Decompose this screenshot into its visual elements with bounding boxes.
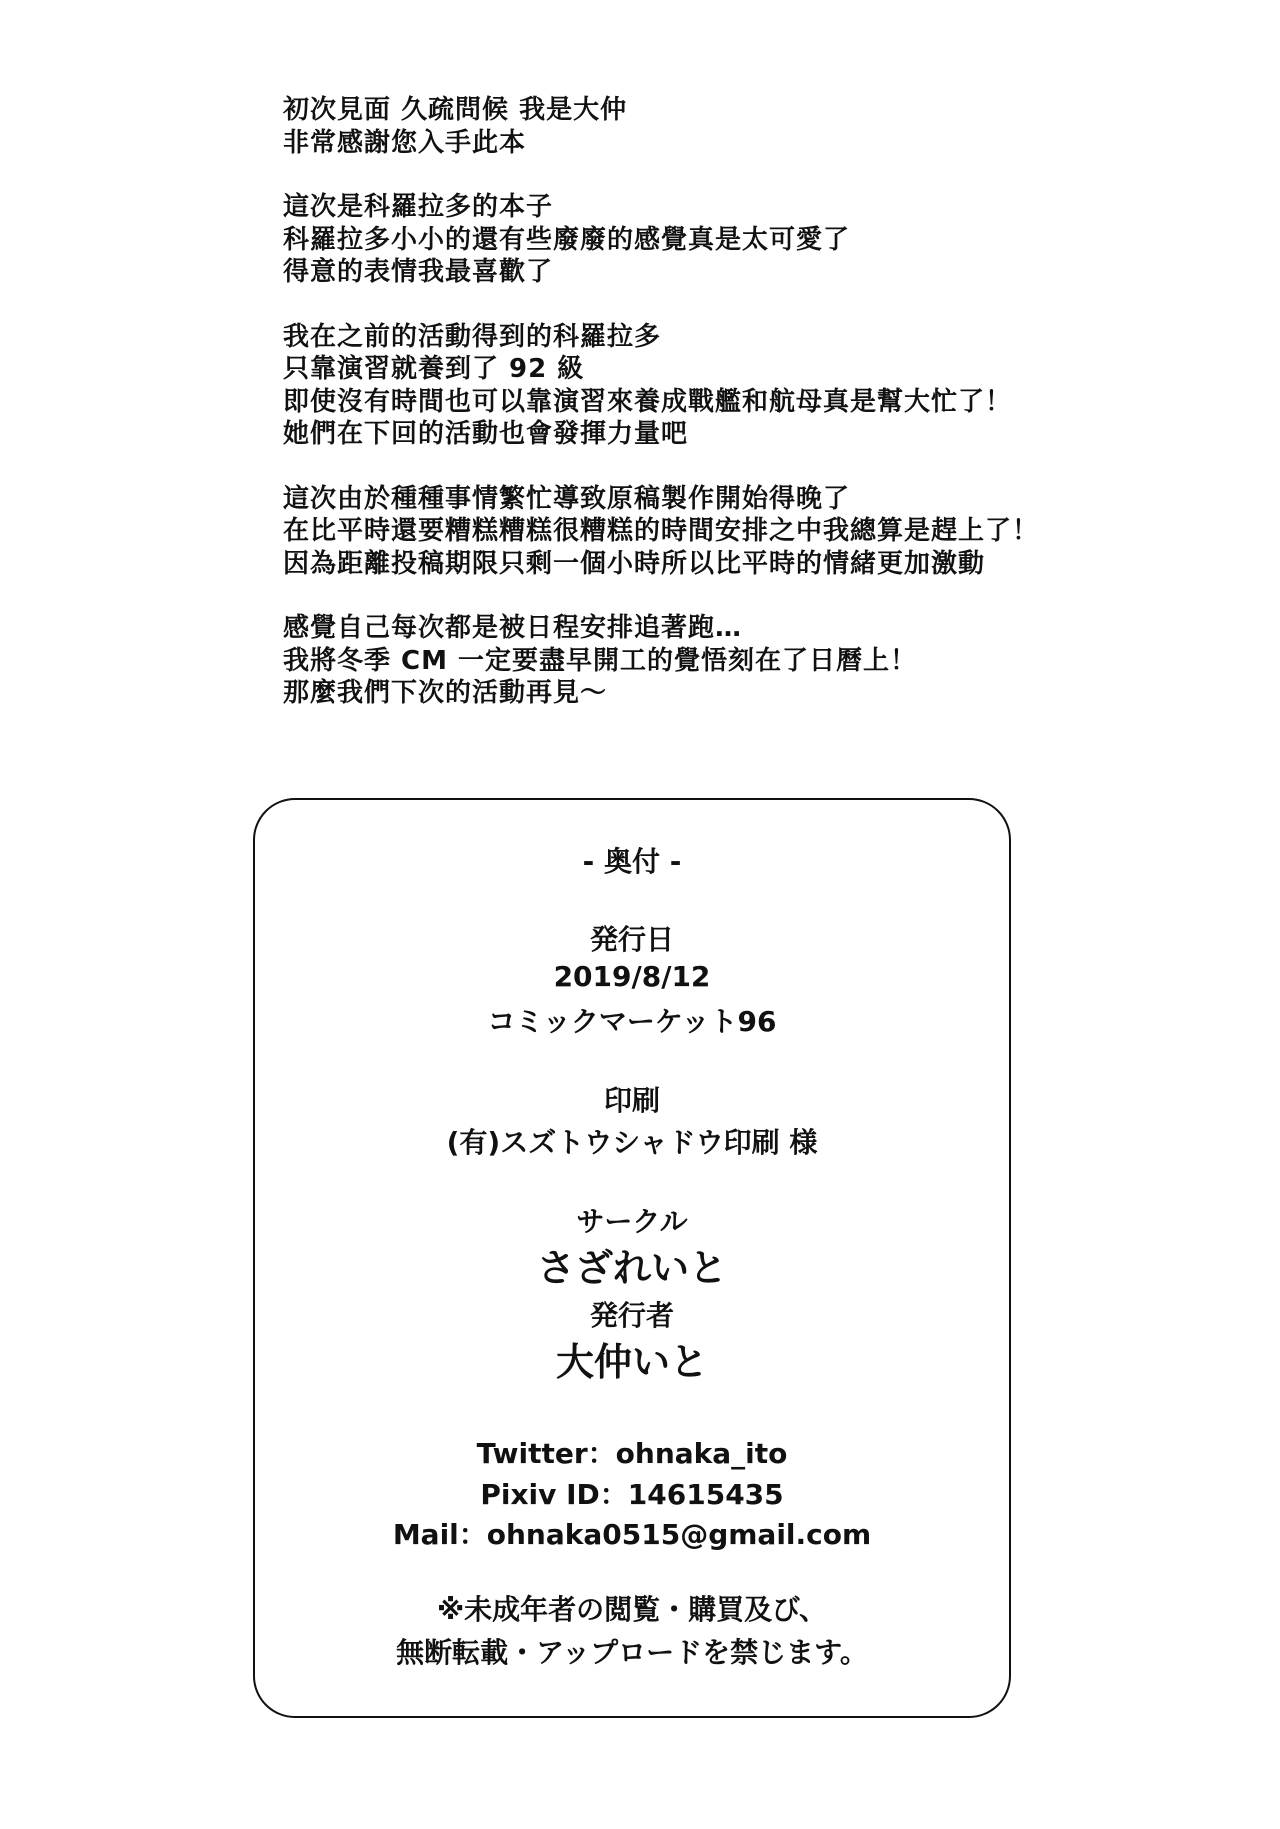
circle-label: サークル	[576, 1205, 688, 1238]
notice-line-2: 無断転載・アップロードを禁じます。	[396, 1636, 868, 1669]
mail-address: Mail：ohnaka0515@gmail.com	[392, 1518, 872, 1551]
afterword-text	[283, 94, 1103, 742]
afterword-line: 即使沒有時間也可以靠演習來養成戰艦和航母真是幫大忙了！	[283, 386, 1013, 417]
release-date: 2019/8/12	[553, 960, 711, 993]
pixiv-id: Pixiv ID：14615435	[480, 1478, 784, 1511]
afterword-line: 只靠演習就養到了 92 級	[283, 354, 585, 384]
afterword-line: 初次見面 久疏問候 我是大仲	[283, 95, 628, 125]
afterword-line: 得意的表情我最喜歡了	[283, 257, 554, 287]
afterword-line: 她們在下回的活動也會發揮力量吧	[283, 419, 689, 449]
colophon-box	[253, 798, 1011, 1718]
afterword-paragraph-1	[283, 94, 1103, 159]
publisher-label: 発行者	[589, 1299, 674, 1332]
afterword-line: 我在之前的活動得到的科羅拉多	[283, 321, 662, 352]
event-name: コミックマーケット96	[487, 1005, 777, 1038]
afterword-paragraph-2	[283, 191, 1103, 289]
afterword-paragraph-5	[283, 612, 1103, 710]
publisher-name: 大仲いと	[555, 1340, 708, 1384]
printing-label: 印刷	[603, 1084, 660, 1117]
afterword-line: 這次由於種種事情繁忙導致原稿製作開始得晚了	[283, 483, 851, 514]
afterword-paragraph-4	[283, 483, 1103, 581]
afterword-line: 因為距離投稿期限只剩一個小時所以比平時的情緒更加激動	[283, 548, 986, 579]
afterword-line: 這次是科羅拉多的本子	[283, 192, 554, 222]
afterword-line: 感覺自己每次都是被日程安排追著跑…	[283, 613, 743, 643]
circle-name: さざれいと	[536, 1246, 727, 1290]
notice-line-1: ※未成年者の閲覧・購買及び、	[436, 1593, 828, 1626]
release-date-label: 発行日	[589, 923, 674, 956]
afterword-line: 我將冬季 CM 一定要盡早開工的覺悟刻在了日曆上！	[283, 645, 918, 676]
colophon-heading: - 奥付 -	[582, 845, 682, 878]
afterword-line: 那麼我們下次的活動再見～	[283, 678, 608, 708]
afterword-paragraph-3	[283, 321, 1103, 451]
afterword-line: 科羅拉多小小的還有些廢廢的感覺真是太可愛了	[283, 224, 851, 255]
afterword-line: 在比平時還要糟糕糟糕很糟糕的時間安排之中我總算是趕上了！	[283, 516, 1040, 546]
twitter-handle: Twitter：ohnaka_ito	[476, 1437, 788, 1470]
printer-name: (有)スズトウシャドウ印刷 様	[446, 1126, 818, 1159]
afterword-line: 非常感謝您入手此本	[283, 127, 527, 158]
